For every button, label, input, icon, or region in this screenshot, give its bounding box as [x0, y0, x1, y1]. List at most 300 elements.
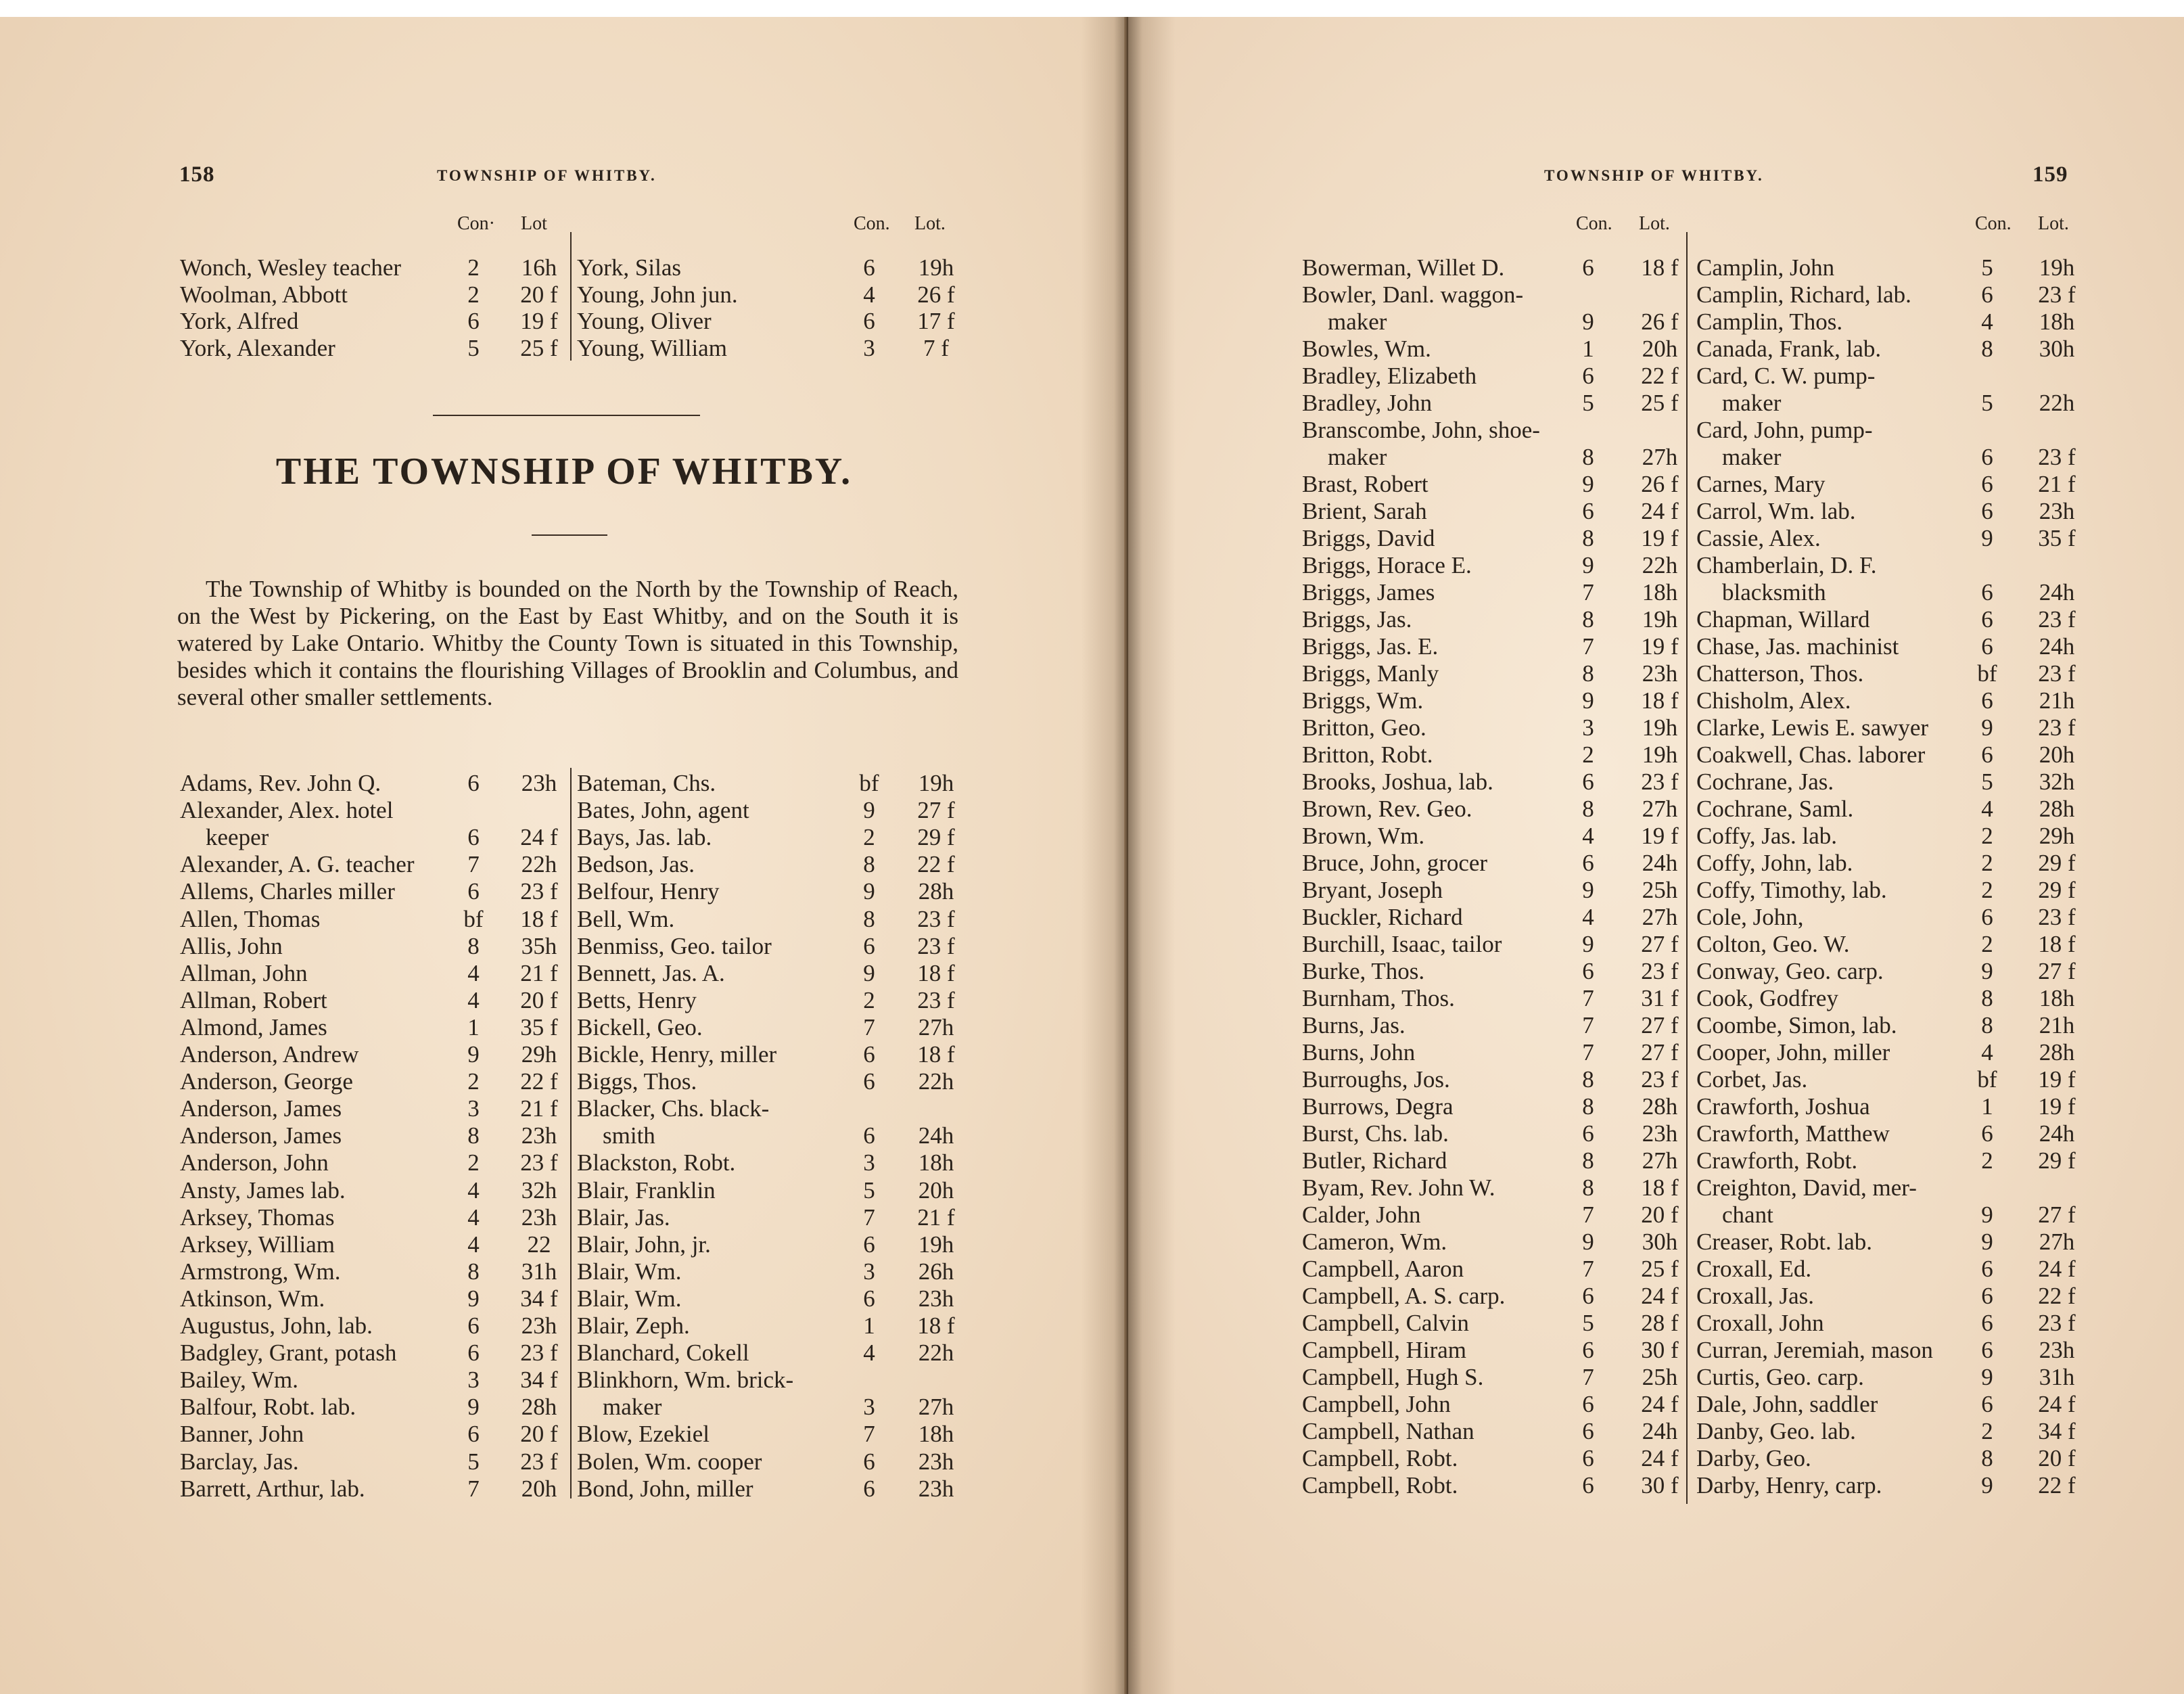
entry-con: 8	[1582, 796, 1594, 822]
entry-lot: 24 f	[1641, 1391, 1679, 1417]
entry-con: 9	[1981, 1201, 1993, 1228]
entry-lot: 23 f	[1641, 1066, 1679, 1093]
entry-lot: 27h	[1642, 796, 1678, 822]
entry-name: Barclay, Jas.	[180, 1448, 299, 1475]
entry-lot: 30 f	[1641, 1337, 1679, 1363]
entry-con: 1	[467, 1013, 480, 1040]
entry-name: Coffy, Timothy, lab.	[1696, 877, 1887, 903]
entry-name: Butler, Richard	[1302, 1147, 1447, 1174]
entry-lot: 23h	[918, 1448, 954, 1475]
entry-con: 6	[1981, 498, 1993, 524]
entry-con: 5	[467, 1448, 480, 1475]
entry-name: Crawforth, Robt.	[1696, 1147, 1858, 1174]
entry-con: 2	[1981, 823, 1993, 849]
entry-name: Card, John, pump-	[1696, 417, 1873, 443]
entry-con: 4	[1981, 796, 1993, 822]
entry-lot: 18 f	[917, 959, 955, 986]
entry-name: Briggs, Jas.	[1302, 606, 1412, 633]
entry-con: 4	[1582, 823, 1594, 849]
entry-lot: 18 f	[1641, 254, 1679, 281]
entry-name: Anderson, James	[180, 1095, 342, 1122]
entry-name: Burrows, Degra	[1302, 1093, 1454, 1120]
entry-con: 6	[863, 1475, 875, 1502]
entry-lot: 23 f	[1641, 769, 1679, 795]
entry-name: Burchill, Isaac, tailor	[1302, 931, 1502, 957]
entry-name: Croxall, Ed.	[1696, 1256, 1812, 1282]
entry-con: 5	[863, 1176, 875, 1204]
entry-name: Cochrane, Jas.	[1696, 769, 1834, 795]
entry-name: Camplin, Thos.	[1696, 308, 1843, 335]
entry-name: Anderson, John	[180, 1149, 329, 1176]
divider-rule	[433, 415, 700, 416]
entry-con: 2	[1981, 1418, 1993, 1444]
entry-lot: 27 f	[2038, 958, 2076, 984]
entry-con: 8	[863, 851, 875, 878]
entry-lot: 23h	[521, 1122, 557, 1149]
entry-lot: 35 f	[520, 1013, 558, 1040]
entry-con: 6	[1582, 958, 1594, 984]
entry-con: 3	[467, 1367, 480, 1394]
entry-name: Brient, Sarah	[1302, 498, 1427, 524]
entry-con: 9	[467, 1394, 480, 1421]
entry-name: Bailey, Wm.	[180, 1367, 298, 1394]
entry-name: Burst, Chs. lab.	[1302, 1120, 1449, 1147]
entry-con: 9	[1582, 687, 1594, 714]
entry-name: Bays, Jas. lab.	[577, 824, 712, 851]
entry-con: 7	[1582, 1201, 1594, 1228]
entry-lot: 23 f	[917, 986, 955, 1013]
running-head: TOWNSHIP OF WHITBY.	[437, 167, 657, 184]
entry-con: 9	[1582, 1229, 1594, 1255]
entry-con: 9	[1981, 1472, 1993, 1498]
entry-name: Campbell, Aaron	[1302, 1256, 1464, 1282]
entry-con: 6	[863, 1231, 875, 1258]
con-header: Con·	[457, 213, 495, 234]
entry-con: 8	[1582, 1174, 1594, 1201]
entry-name: Blair, Zeph.	[577, 1312, 690, 1339]
entry-name: Cameron, Wm.	[1302, 1229, 1447, 1255]
entry-lot: 22	[527, 1231, 551, 1258]
entry-con: 8	[1582, 1093, 1594, 1120]
entry-con: 4	[1981, 308, 1993, 335]
entry-name: Badgley, Grant, potash	[180, 1340, 397, 1367]
entry-lot: 18 f	[2038, 931, 2076, 957]
entry-name: Young, John jun.	[577, 281, 738, 308]
entry-lot: 23 f	[520, 1340, 558, 1367]
entry-lot: 23 f	[2038, 714, 2076, 741]
entry-lot: 20 f	[2038, 1445, 2076, 1471]
entry-con: 6	[467, 308, 480, 334]
entry-name: Campbell, Robt.	[1302, 1445, 1458, 1471]
entry-name: Camplin, John	[1696, 254, 1835, 281]
entry-name: Anderson, George	[180, 1068, 353, 1095]
entry-lot: 23h	[521, 1204, 557, 1231]
entry-con: 5	[1981, 390, 1993, 416]
entry-name: Blair, Wm.	[577, 1285, 682, 1312]
entry-lot: 29h	[2039, 823, 2075, 849]
entry-lot: 34 f	[520, 1285, 558, 1312]
entry-name: maker	[1722, 390, 1782, 416]
entry-lot: 27 f	[1641, 1039, 1679, 1066]
entry-con: 9	[1582, 552, 1594, 578]
entry-name: Burns, Jas.	[1302, 1012, 1405, 1038]
entry-con: 6	[1582, 769, 1594, 795]
entry-name: Bedson, Jas.	[577, 851, 695, 878]
entry-name: Young, Oliver	[577, 308, 712, 334]
entry-con: 6	[1582, 850, 1594, 876]
entry-name: Danby, Geo. lab.	[1696, 1418, 1856, 1444]
running-head: TOWNSHIP OF WHITBY.	[1544, 167, 1764, 184]
entry-name: Adams, Rev. John Q.	[180, 770, 381, 796]
entry-lot: 16h	[521, 254, 557, 281]
entry-lot: 18 f	[520, 905, 558, 932]
section-title: THE TOWNSHIP OF WHITBY.	[275, 451, 853, 493]
entry-lot: 24 f	[1641, 1445, 1679, 1471]
entry-con: 6	[863, 1448, 875, 1475]
entry-con: 7	[1582, 633, 1594, 660]
entry-name: Darby, Geo.	[1696, 1445, 1811, 1471]
entry-lot: 24h	[2039, 579, 2075, 605]
entry-lot: 23 f	[917, 905, 955, 932]
entry-con: 5	[1981, 769, 1993, 795]
entry-lot: 23h	[2039, 498, 2075, 524]
entry-con: 6	[863, 254, 875, 281]
entry-con: 8	[467, 1258, 480, 1285]
entry-name: Coakwell, Chas. laborer	[1696, 741, 1926, 768]
entry-name: Bruce, John, grocer	[1302, 850, 1488, 876]
entry-con: 3	[863, 1394, 875, 1421]
entry-name: Alexander, Alex. hotel	[180, 797, 394, 824]
entry-lot: 34 f	[2038, 1418, 2076, 1444]
entry-con: 6	[1981, 579, 1993, 605]
entry-con: bf	[463, 905, 484, 932]
entry-con: 6	[1981, 281, 1993, 308]
entry-name: York, Alfred	[180, 308, 299, 334]
entry-name: Woolman, Abbott	[180, 281, 348, 308]
entry-con: 6	[1981, 1310, 1993, 1336]
entry-con: 8	[1981, 985, 1993, 1011]
entry-name: Darby, Henry, carp.	[1696, 1472, 1882, 1498]
entry-con: 2	[467, 254, 480, 281]
entry-lot: 24 f	[1641, 1283, 1679, 1309]
entry-name: Clarke, Lewis E. sawyer	[1696, 714, 1929, 741]
entry-name: Campbell, Robt.	[1302, 1472, 1458, 1498]
entry-name: Croxall, John	[1696, 1310, 1824, 1336]
entry-con: 4	[467, 1204, 480, 1231]
entry-name: Burnham, Thos.	[1302, 985, 1455, 1011]
entry-name: Corbet, Jas.	[1696, 1066, 1808, 1093]
entry-lot: 19 f	[1641, 633, 1679, 660]
entry-name: Coombe, Simon, lab.	[1696, 1012, 1897, 1038]
entry-name: Cochrane, Saml.	[1696, 796, 1854, 822]
entry-lot: 32h	[2039, 769, 2075, 795]
entry-con: 2	[1981, 877, 1993, 903]
right-page	[1128, 17, 2184, 1694]
entry-name: Campbell, Hugh S.	[1302, 1364, 1484, 1390]
entry-name: Carrol, Wm. lab.	[1696, 498, 1856, 524]
entry-con: 4	[467, 1231, 480, 1258]
entry-name: Burns, John	[1302, 1039, 1416, 1066]
entry-name: Blair, John, jr.	[577, 1231, 711, 1258]
entry-lot: 19h	[918, 1231, 954, 1258]
entry-lot: 20 f	[520, 986, 558, 1013]
entry-con: 6	[1582, 1337, 1594, 1363]
entry-name: Buckler, Richard	[1302, 904, 1463, 930]
entry-name: Allman, John	[180, 959, 308, 986]
entry-con: 8	[467, 1122, 480, 1149]
entry-con: 7	[863, 1421, 875, 1448]
entry-lot: 19h	[918, 770, 954, 796]
entry-con: 6	[863, 1122, 875, 1149]
entry-name: Blair, Franklin	[577, 1176, 716, 1204]
entry-lot: 19 f	[2038, 1093, 2076, 1120]
entry-con: 5	[1582, 1310, 1594, 1336]
entry-lot: 20 f	[1641, 1201, 1679, 1228]
entry-lot: 18h	[918, 1149, 954, 1176]
entry-lot: 23h	[918, 1475, 954, 1502]
entry-con: 8	[467, 932, 480, 959]
entry-lot: 23h	[521, 770, 557, 796]
entry-con: 1	[1981, 1093, 1993, 1120]
entry-con: 3	[863, 1149, 875, 1176]
entry-con: 6	[1981, 1337, 1993, 1363]
entry-con: 6	[1582, 1283, 1594, 1309]
entry-lot: 21 f	[2038, 471, 2076, 497]
entry-lot: 30 f	[1641, 1472, 1679, 1498]
entry-con: 2	[1981, 850, 1993, 876]
entry-name: Coffy, Jas. lab.	[1696, 823, 1838, 849]
entry-name: Belfour, Henry	[577, 878, 720, 905]
entry-name: Young, William	[577, 334, 727, 361]
entry-name: Anderson, Andrew	[180, 1041, 359, 1068]
entry-con: 9	[1981, 1364, 1993, 1390]
entry-lot: 23 f	[2038, 1310, 2076, 1336]
entry-con: 7	[863, 1204, 875, 1231]
entry-con: 9	[1981, 525, 1993, 551]
entry-con: 2	[467, 1068, 480, 1095]
divider-rule	[532, 534, 607, 536]
entry-lot: 24h	[2039, 633, 2075, 660]
entry-lot: 20 f	[520, 281, 558, 308]
entry-con: 6	[1582, 1418, 1594, 1444]
entry-name: Creaser, Robt. lab.	[1696, 1229, 1873, 1255]
entry-lot: 23 f	[2038, 904, 2076, 930]
entry-name: Briggs, Manly	[1302, 660, 1439, 687]
entry-con: 6	[1582, 498, 1594, 524]
entry-name: Brooks, Joshua, lab.	[1302, 769, 1493, 795]
entry-name: blacksmith	[1722, 579, 1826, 605]
entry-name: Banner, John	[180, 1421, 304, 1448]
entry-lot: 27 f	[1641, 931, 1679, 957]
entry-con: 9	[467, 1285, 480, 1312]
entry-name: Calder, John	[1302, 1201, 1421, 1228]
entry-con: 2	[1981, 931, 1993, 957]
entry-con: 9	[1981, 1229, 1993, 1255]
entry-name: Anderson, James	[180, 1122, 342, 1149]
entry-lot: 27h	[1642, 1147, 1678, 1174]
entry-con: bf	[1977, 660, 1997, 687]
entry-con: 6	[863, 1068, 875, 1095]
entry-con: 8	[1981, 336, 1993, 362]
con-header: Con.	[1975, 213, 2012, 234]
entry-lot: 29h	[521, 1041, 557, 1068]
entry-con: 8	[1981, 1445, 1993, 1471]
entry-name: Bond, John, miller	[577, 1475, 753, 1502]
entry-con: 6	[467, 824, 480, 851]
entry-lot: 22 f	[1641, 363, 1679, 389]
entry-con: 8	[1582, 1066, 1594, 1093]
entry-con: 6	[863, 308, 875, 334]
entry-con: 7	[1582, 1364, 1594, 1390]
entry-lot: 27 f	[1641, 1012, 1679, 1038]
entry-lot: 19h	[1642, 606, 1678, 633]
entry-lot: 21h	[2039, 1012, 2075, 1038]
entry-name: Bateman, Chs.	[577, 770, 716, 796]
entry-lot: 28h	[1642, 1093, 1678, 1120]
entry-con: 3	[863, 1258, 875, 1285]
entry-con: 9	[863, 959, 875, 986]
entry-con: 6	[1981, 471, 1993, 497]
entry-lot: 25h	[1642, 877, 1678, 903]
entry-con: 6	[467, 1421, 480, 1448]
entry-lot: 19h	[918, 254, 954, 281]
entry-lot: 24h	[918, 1122, 954, 1149]
entry-name: Arksey, William	[180, 1231, 335, 1258]
entry-name: Brown, Rev. Geo.	[1302, 796, 1472, 822]
entry-lot: 29 f	[2038, 1147, 2076, 1174]
entry-con: 2	[863, 986, 875, 1013]
entry-name: Blair, Wm.	[577, 1258, 682, 1285]
entry-con: 9	[1582, 877, 1594, 903]
column-divider	[570, 768, 572, 1498]
entry-con: bf	[1977, 1066, 1997, 1093]
entry-con: 4	[1582, 904, 1594, 930]
entry-con: 3	[863, 334, 875, 361]
entry-name: Bickle, Henry, miller	[577, 1041, 777, 1068]
entry-lot: 17 f	[917, 308, 955, 334]
entry-lot: 30h	[2039, 336, 2075, 362]
entry-lot: 21 f	[520, 1095, 558, 1122]
entry-name: Bell, Wm.	[577, 905, 675, 932]
entry-lot: 23 f	[2038, 281, 2076, 308]
entry-con: 4	[467, 986, 480, 1013]
entry-lot: 27 f	[2038, 1201, 2076, 1228]
entry-name: Conway, Geo. carp.	[1696, 958, 1884, 984]
entry-lot: 20h	[2039, 741, 2075, 768]
entry-lot: 32h	[521, 1176, 557, 1204]
entry-lot: 25 f	[1641, 1256, 1679, 1282]
entry-name: Britton, Geo.	[1302, 714, 1426, 741]
entry-name: Briggs, James	[1302, 579, 1435, 605]
entry-name: Colton, Geo. W.	[1696, 931, 1850, 957]
entry-name: Brown, Wm.	[1302, 823, 1425, 849]
lot-header: Lot	[521, 213, 547, 234]
entry-lot: 19h	[1642, 714, 1678, 741]
entry-lot: 22h	[918, 1340, 954, 1367]
entry-lot: 26 f	[1641, 308, 1679, 335]
entry-name: Chapman, Willard	[1696, 606, 1870, 633]
entry-name: smith	[603, 1122, 655, 1149]
entry-name: Campbell, John	[1302, 1391, 1451, 1417]
entry-name: Bates, John, agent	[577, 797, 749, 824]
entry-con: 6	[467, 1312, 480, 1339]
entry-lot: 23h	[521, 1312, 557, 1339]
entry-con: 1	[1582, 336, 1594, 362]
entry-name: Dale, John, saddler	[1696, 1391, 1878, 1417]
entry-lot: 28h	[918, 878, 954, 905]
entry-lot: 26 f	[917, 281, 955, 308]
entry-name: Branscombe, John, shoe-	[1302, 417, 1540, 443]
entry-lot: 24h	[2039, 1120, 2075, 1147]
entry-lot: 21 f	[520, 959, 558, 986]
entry-con: 7	[1582, 579, 1594, 605]
entry-name: Augustus, John, lab.	[180, 1312, 373, 1339]
entry-con: 1	[863, 1312, 875, 1339]
entry-lot: 24 f	[2038, 1391, 2076, 1417]
entry-lot: 19 f	[520, 308, 558, 334]
entry-name: Allman, Robert	[180, 986, 327, 1013]
entry-con: 7	[1582, 985, 1594, 1011]
entry-con: 6	[863, 1041, 875, 1068]
entry-name: Cassie, Alex.	[1696, 525, 1821, 551]
entry-con: 4	[467, 1176, 480, 1204]
entry-con: 6	[863, 1285, 875, 1312]
entry-lot: 31 f	[1641, 985, 1679, 1011]
entry-con: 6	[467, 1340, 480, 1367]
entry-lot: 28h	[521, 1394, 557, 1421]
entry-lot: 23 f	[520, 878, 558, 905]
entry-lot: 27h	[918, 1394, 954, 1421]
entry-name: Balfour, Robt. lab.	[180, 1394, 356, 1421]
entry-lot: 18 f	[1641, 1174, 1679, 1201]
entry-con: 6	[1981, 1120, 1993, 1147]
entry-con: 6	[863, 932, 875, 959]
entry-name: Burroughs, Jos.	[1302, 1066, 1450, 1093]
entry-lot: 30h	[1642, 1229, 1678, 1255]
entry-con: bf	[859, 770, 879, 796]
entry-con: 3	[467, 1095, 480, 1122]
entry-con: 6	[1582, 1445, 1594, 1471]
entry-lot: 29 f	[917, 824, 955, 851]
entry-name: Chatterson, Thos.	[1696, 660, 1864, 687]
entry-con: 6	[1981, 1256, 1993, 1282]
column-divider	[570, 232, 572, 361]
entry-name: Creighton, David, mer-	[1696, 1174, 1917, 1201]
entry-con: 9	[1981, 714, 1993, 741]
con-header: Con.	[854, 213, 890, 234]
entry-con: 6	[1981, 687, 1993, 714]
entry-con: 6	[1981, 633, 1993, 660]
entry-name: Bowerman, Willet D.	[1302, 254, 1505, 281]
entry-con: 6	[1981, 1283, 1993, 1309]
entry-con: 6	[1582, 1120, 1594, 1147]
entry-lot: 22 f	[2038, 1283, 2076, 1309]
entry-name: Alexander, A. G. teacher	[180, 851, 415, 878]
entry-lot: 22 f	[520, 1068, 558, 1095]
entry-name: Carnes, Mary	[1696, 471, 1826, 497]
entry-lot: 22h	[918, 1068, 954, 1095]
entry-name: Briggs, Wm.	[1302, 687, 1424, 714]
entry-name: Chase, Jas. machinist	[1696, 633, 1899, 660]
entry-name: Britton, Robt.	[1302, 741, 1433, 768]
entry-name: Cole, John,	[1696, 904, 1804, 930]
entry-con: 2	[1981, 1147, 1993, 1174]
entry-lot: 25 f	[1641, 390, 1679, 416]
entry-name: Biggs, Thos.	[577, 1068, 697, 1095]
entry-name: Curtis, Geo. carp.	[1696, 1364, 1864, 1390]
entry-lot: 23 f	[2038, 660, 2076, 687]
entry-con: 9	[1582, 471, 1594, 497]
